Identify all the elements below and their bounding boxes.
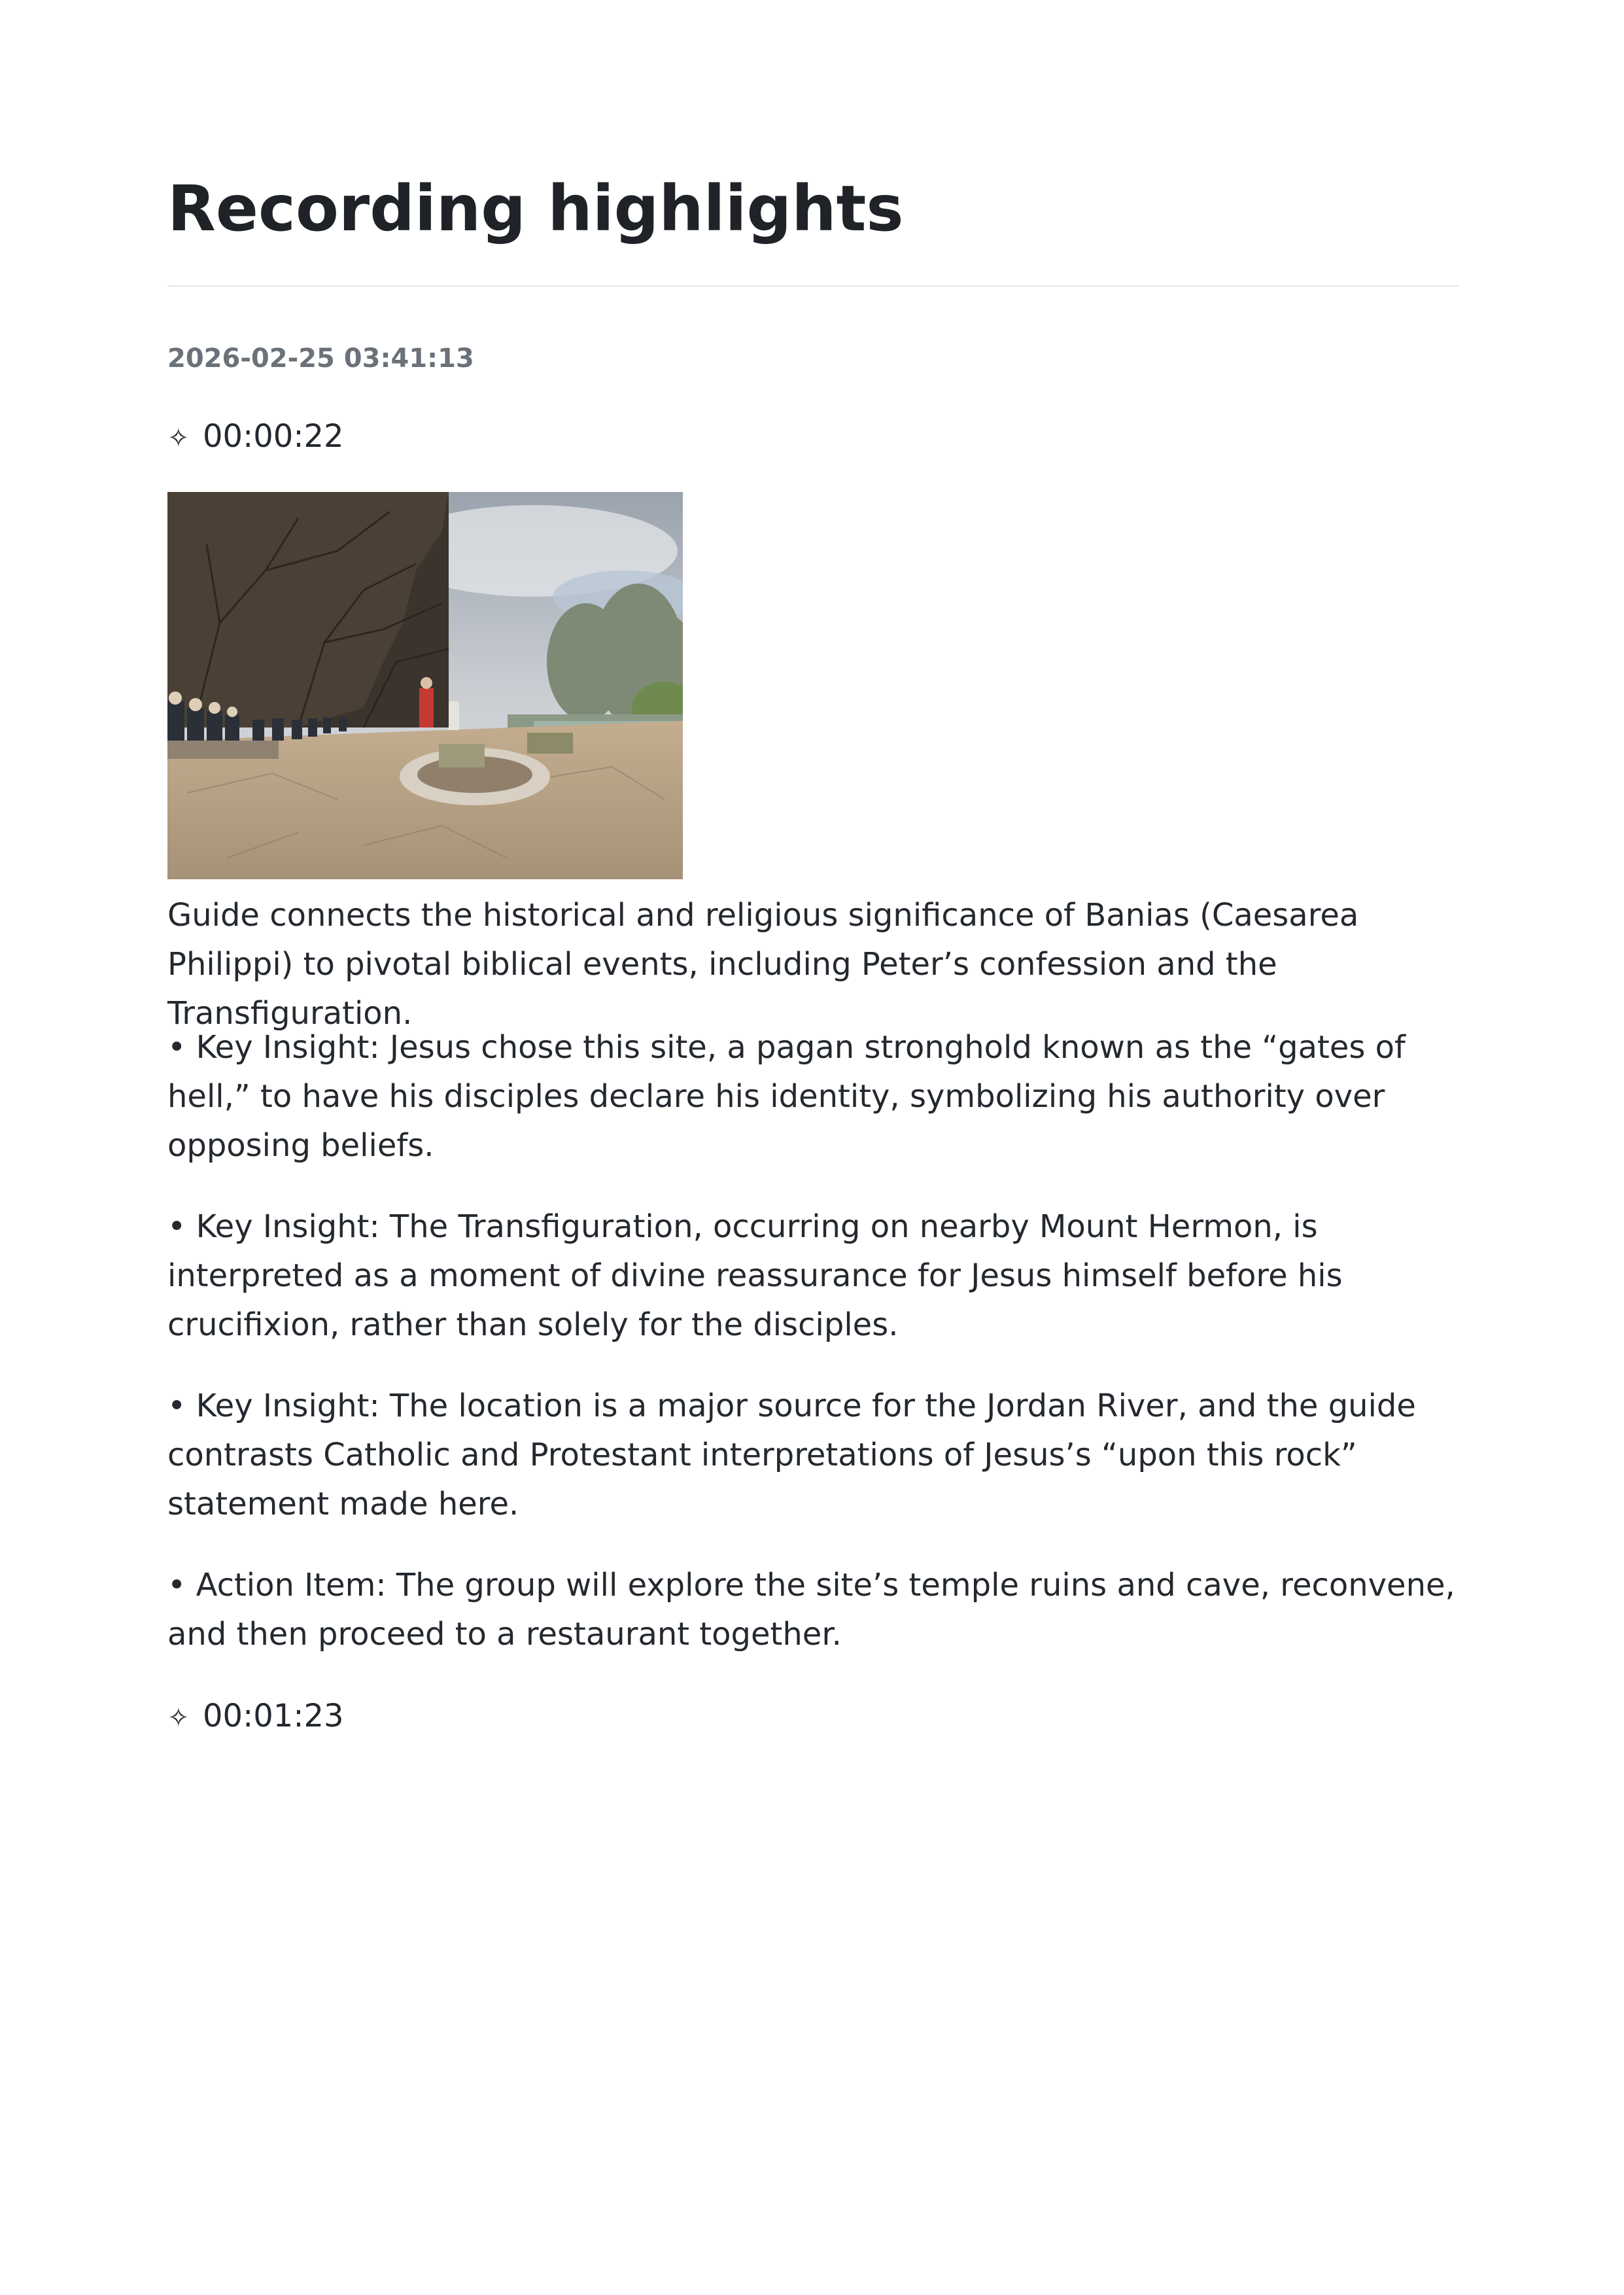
highlight-time-marker[interactable] <box>167 1693 344 1741</box>
insight-item: • Key Insight: The location is a major source for the Jordan River, and the guide contrasts Catholic and Protestant interpretations of Jesus’s “upon this rock” statement made here. <box>167 1388 1416 1522</box>
recording-timestamp: 2026-02-25 03:41:13 <box>167 343 474 374</box>
sparkle-icon: ✧ <box>167 1703 190 1733</box>
action-item: • Action Item: The group will explore the site’s temple ruins and cave, reconvene, and then proceed to a restaurant together. <box>167 1567 1455 1653</box>
highlight-time: 00:01:23 <box>203 1698 344 1734</box>
sparkle-icon: ✧ <box>167 423 190 453</box>
title-divider <box>167 285 1459 287</box>
page-title: Recording highlights <box>167 172 904 245</box>
insight-item: • Key Insight: Jesus chose this site, a pagan stronghold known as the “gates of hell,” to have his disciples declare his identity, symbolizing his authority over opposing beliefs. <box>167 1029 1406 1164</box>
insight-item: • Key Insight: The Transfiguration, occurring on nearby Mount Hermon, is interpreted as a moment of divine reassurance for Jesus himself before his crucifixion, rather than solely for the disciples. <box>167 1208 1343 1343</box>
highlight-time: 00:00:22 <box>203 418 344 455</box>
highlight-time-marker[interactable] <box>167 413 344 461</box>
summary-paragraph: Guide connects the historical and religious significance of Banias (Caesarea Philippi) to pivotal biblical events, including Peter’s confession and the Transfiguration. <box>167 897 1359 1032</box>
highlight-photo <box>167 492 683 879</box>
